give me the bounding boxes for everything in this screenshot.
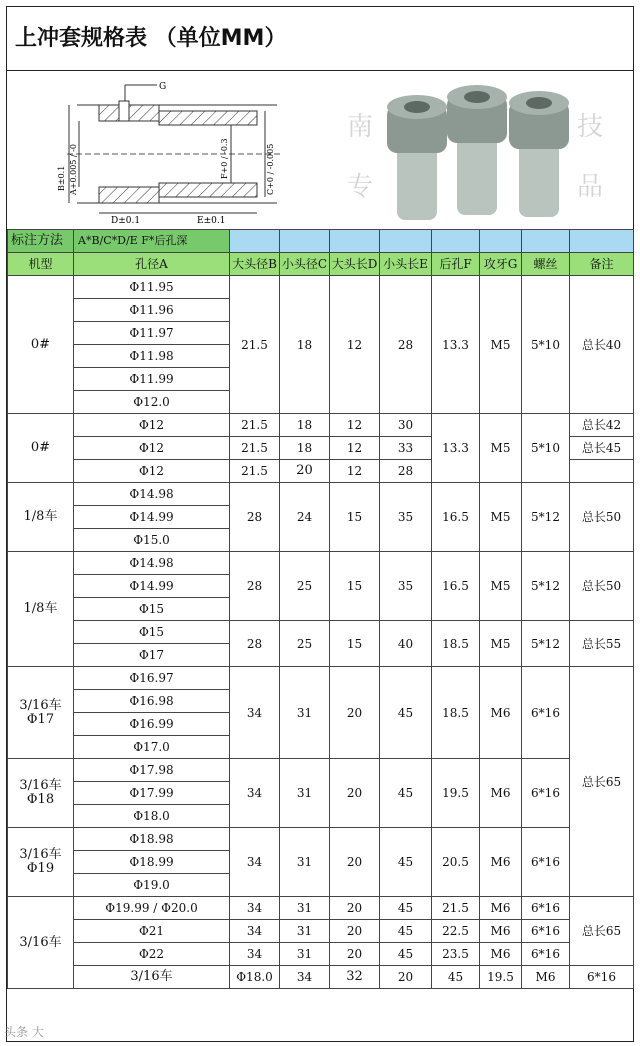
d-cell: 20 (330, 897, 380, 920)
model-cell: 3/16车 (8, 897, 74, 989)
c-label: C+0 / -0.005 (266, 143, 275, 195)
table-row (8, 552, 634, 575)
b-cell: 34 (230, 828, 280, 897)
c-cell: 20 (280, 460, 330, 483)
e-cell: 45 (380, 828, 432, 897)
d-cell: 20 (330, 943, 380, 966)
e-cell: 45 (380, 943, 432, 966)
f-label: F+0 / -0.3 (220, 138, 229, 179)
bore-cell: Φ17.98 (74, 759, 230, 782)
watermark-char: 品 (577, 172, 604, 202)
bore-cell: Φ17.99 (74, 782, 230, 805)
table-row (8, 276, 634, 299)
col-header: 机型 (8, 253, 74, 276)
c-cell: 31 (280, 828, 330, 897)
model-cell: 3/16车 Φ19 (8, 828, 74, 897)
e-cell: 45 (380, 897, 432, 920)
bore-cell: Φ18.0 (230, 966, 280, 989)
col-header: 小头长E (380, 253, 432, 276)
note-cell: 总长65 (570, 667, 634, 897)
bore-cell: Φ17 (74, 644, 230, 667)
f-cell: 16.5 (432, 483, 480, 552)
bore-cell: Φ18.98 (74, 828, 230, 851)
f-cell: 19.5 (432, 759, 480, 828)
note-cell: 总长65 (570, 897, 634, 966)
e-cell: 35 (380, 483, 432, 552)
table-row (8, 483, 634, 506)
watermark-char: 技 (577, 112, 604, 142)
screw-cell: 5*12 (522, 483, 570, 552)
g-cell: M5 (480, 483, 522, 552)
b-cell: 28 (230, 552, 280, 621)
screw-cell: 6*16 (522, 667, 570, 759)
c-cell: 18 (280, 276, 330, 414)
c-cell: 31 (280, 897, 330, 920)
col-header: 攻牙G (480, 253, 522, 276)
f-cell: 13.3 (432, 414, 480, 483)
d-cell: 15 (330, 483, 380, 552)
bore-cell: Φ11.97 (74, 322, 230, 345)
b-cell: 34 (230, 943, 280, 966)
e-cell: 30 (380, 414, 432, 437)
model-cell: 0# (8, 414, 74, 483)
c-cell: 24 (280, 483, 330, 552)
bore-cell: Φ22 (74, 943, 230, 966)
g-cell: M6 (480, 667, 522, 759)
bore-cell: Φ14.99 (74, 575, 230, 598)
b-cell: 34 (230, 759, 280, 828)
bore-cell: Φ12 (74, 460, 230, 483)
table-row (8, 943, 634, 966)
f-cell: 22.5 (432, 920, 480, 943)
g-cell: M6 (522, 966, 570, 989)
note-cell: 总长55 (570, 621, 634, 667)
bore-cell: Φ16.98 (74, 690, 230, 713)
footer-watermark: 头条 大 (4, 1025, 44, 1039)
d-cell: 20 (330, 759, 380, 828)
b-cell: 28 (230, 483, 280, 552)
g-cell: M6 (480, 759, 522, 828)
bore-cell: Φ21 (74, 920, 230, 943)
sleeve-2 (447, 85, 507, 215)
bore-cell: Φ14.98 (74, 483, 230, 506)
c-cell: 31 (280, 667, 330, 759)
e-cell: 28 (380, 276, 432, 414)
f-cell: 18.5 (432, 667, 480, 759)
d-cell: 20 (380, 966, 432, 989)
b-cell: 34 (230, 897, 280, 920)
screw-cell: 5*10 (522, 414, 570, 483)
col-header: 大头长D (330, 253, 380, 276)
c-cell: 31 (280, 759, 330, 828)
c-cell: 25 (280, 552, 330, 621)
screw-cell: 5*12 (522, 552, 570, 621)
table-row (8, 759, 634, 782)
col-header: 螺丝 (522, 253, 570, 276)
b-cell: 34 (280, 966, 330, 989)
f-cell: 13.3 (432, 276, 480, 414)
e-cell: 33 (380, 437, 432, 460)
bore-cell: Φ19.99 / Φ20.0 (74, 897, 230, 920)
screw-cell: 6*16 (522, 759, 570, 828)
f-cell: 18.5 (432, 621, 480, 667)
g-label: G (159, 82, 167, 92)
b-cell: 21.5 (230, 437, 280, 460)
bore-cell: Φ11.98 (74, 345, 230, 368)
column-header-row (8, 253, 634, 276)
b-label: B±0.1 (57, 165, 66, 191)
e-cell: 28 (380, 460, 432, 483)
col-header: 大头径B (230, 253, 280, 276)
d-cell: 12 (330, 460, 380, 483)
g-cell: M5 (480, 552, 522, 621)
bore-cell: Φ18.0 (74, 805, 230, 828)
method-row (8, 230, 634, 253)
e-cell: 40 (380, 621, 432, 667)
mark-label: 标注方法 (8, 230, 74, 253)
bore-cell: Φ11.99 (74, 368, 230, 391)
g-cell: M6 (480, 828, 522, 897)
bore-cell: Φ11.96 (74, 299, 230, 322)
e-cell: 45 (380, 920, 432, 943)
b-cell: 21.5 (230, 414, 280, 437)
bore-cell: Φ15 (74, 598, 230, 621)
b-cell: 21.5 (230, 460, 280, 483)
note-cell: 总长45 (570, 437, 634, 460)
c-cell: 31 (280, 920, 330, 943)
table-row (8, 621, 634, 644)
note-cell: 总长42 (570, 414, 634, 437)
method-text: A*B/C*D/E F*后孔深 (74, 230, 230, 253)
g-cell: M5 (480, 621, 522, 667)
g-cell: M6 (480, 943, 522, 966)
model-cell: 3/16车 (74, 966, 230, 989)
note-cell: 总长50 (570, 483, 634, 552)
note-cell: 总长50 (570, 552, 634, 621)
note-cell (570, 460, 634, 483)
bore-cell: Φ11.95 (74, 276, 230, 299)
screw-cell: 6*16 (522, 897, 570, 920)
screw-cell: 6*16 (522, 920, 570, 943)
f-cell: 20.5 (432, 828, 480, 897)
d-cell: 20 (330, 667, 380, 759)
f-cell: 16.5 (432, 552, 480, 621)
table-row (8, 897, 634, 920)
table-row (8, 920, 634, 943)
bore-cell: Φ16.99 (74, 713, 230, 736)
e-cell: 45 (432, 966, 480, 989)
e-label: E±0.1 (197, 216, 226, 226)
e-cell: 35 (380, 552, 432, 621)
sleeve-1 (387, 95, 447, 220)
table-row (8, 414, 634, 437)
bore-cell: Φ17.0 (74, 736, 230, 759)
bore-cell: Φ19.0 (74, 874, 230, 897)
c-cell: 25 (280, 621, 330, 667)
model-cell: 0# (8, 276, 74, 414)
c-cell: 31 (280, 943, 330, 966)
bore-cell: Φ12 (74, 437, 230, 460)
spec-table (7, 229, 634, 989)
model-cell: 1/8车 (8, 483, 74, 552)
bore-cell: Φ15 (74, 621, 230, 644)
b-cell: 34 (230, 920, 280, 943)
d-label: D±0.1 (111, 216, 141, 226)
model-cell: 3/16车 Φ18 (8, 759, 74, 828)
c-cell: 32 (330, 966, 380, 989)
screw-cell: 6*16 (570, 966, 634, 989)
watermark-char: 南 (347, 112, 374, 142)
b-cell: 34 (230, 667, 280, 759)
bore-cell: Φ14.99 (74, 506, 230, 529)
page-title: 上冲套规格表 （单位MM） (7, 7, 633, 71)
sleeve-3 (509, 91, 569, 217)
screw-cell: 5*12 (522, 621, 570, 667)
spec-sheet (6, 6, 634, 1042)
b-cell: 21.5 (230, 276, 280, 414)
e-cell: 45 (380, 667, 432, 759)
model-cell: 3/16车 Φ17 (8, 667, 74, 759)
bore-cell: Φ12 (74, 414, 230, 437)
g-cell: M6 (480, 920, 522, 943)
a-label: A+0.005 / -0 (69, 144, 78, 195)
d-cell: 15 (330, 552, 380, 621)
bore-cell: Φ14.98 (74, 552, 230, 575)
c-cell: 18 (280, 437, 330, 460)
table-row (8, 667, 634, 690)
d-cell: 12 (330, 414, 380, 437)
e-cell: 45 (380, 759, 432, 828)
punch-sleeve-drawing (7, 71, 297, 229)
product-photo (307, 75, 627, 225)
g-cell: M5 (480, 414, 522, 483)
f-cell: 19.5 (480, 966, 522, 989)
model-cell: 1/8车 (8, 552, 74, 667)
bore-cell: Φ12.0 (74, 391, 230, 414)
d-cell: 20 (330, 828, 380, 897)
b-cell: 28 (230, 621, 280, 667)
col-header: 孔径A (74, 253, 230, 276)
watermark-char: 专 (347, 172, 374, 202)
screw-cell: 6*16 (522, 943, 570, 966)
bore-cell: Φ18.99 (74, 851, 230, 874)
d-cell: 15 (330, 621, 380, 667)
col-header: 后孔F (432, 253, 480, 276)
screw-cell: 5*10 (522, 276, 570, 414)
bore-cell: Φ16.97 (74, 667, 230, 690)
d-cell: 12 (330, 276, 380, 414)
f-cell: 23.5 (432, 943, 480, 966)
col-header: 备注 (570, 253, 634, 276)
col-header: 小头径C (280, 253, 330, 276)
d-cell: 20 (330, 920, 380, 943)
bore-cell: Φ15.0 (74, 529, 230, 552)
c-cell: 18 (280, 414, 330, 437)
note-cell: 总长40 (570, 276, 634, 414)
screw-cell: 6*16 (522, 828, 570, 897)
table-row (8, 966, 634, 989)
d-cell: 12 (330, 437, 380, 460)
g-cell: M5 (480, 276, 522, 414)
f-cell: 21.5 (432, 897, 480, 920)
table-row (8, 828, 634, 851)
g-cell: M6 (480, 897, 522, 920)
